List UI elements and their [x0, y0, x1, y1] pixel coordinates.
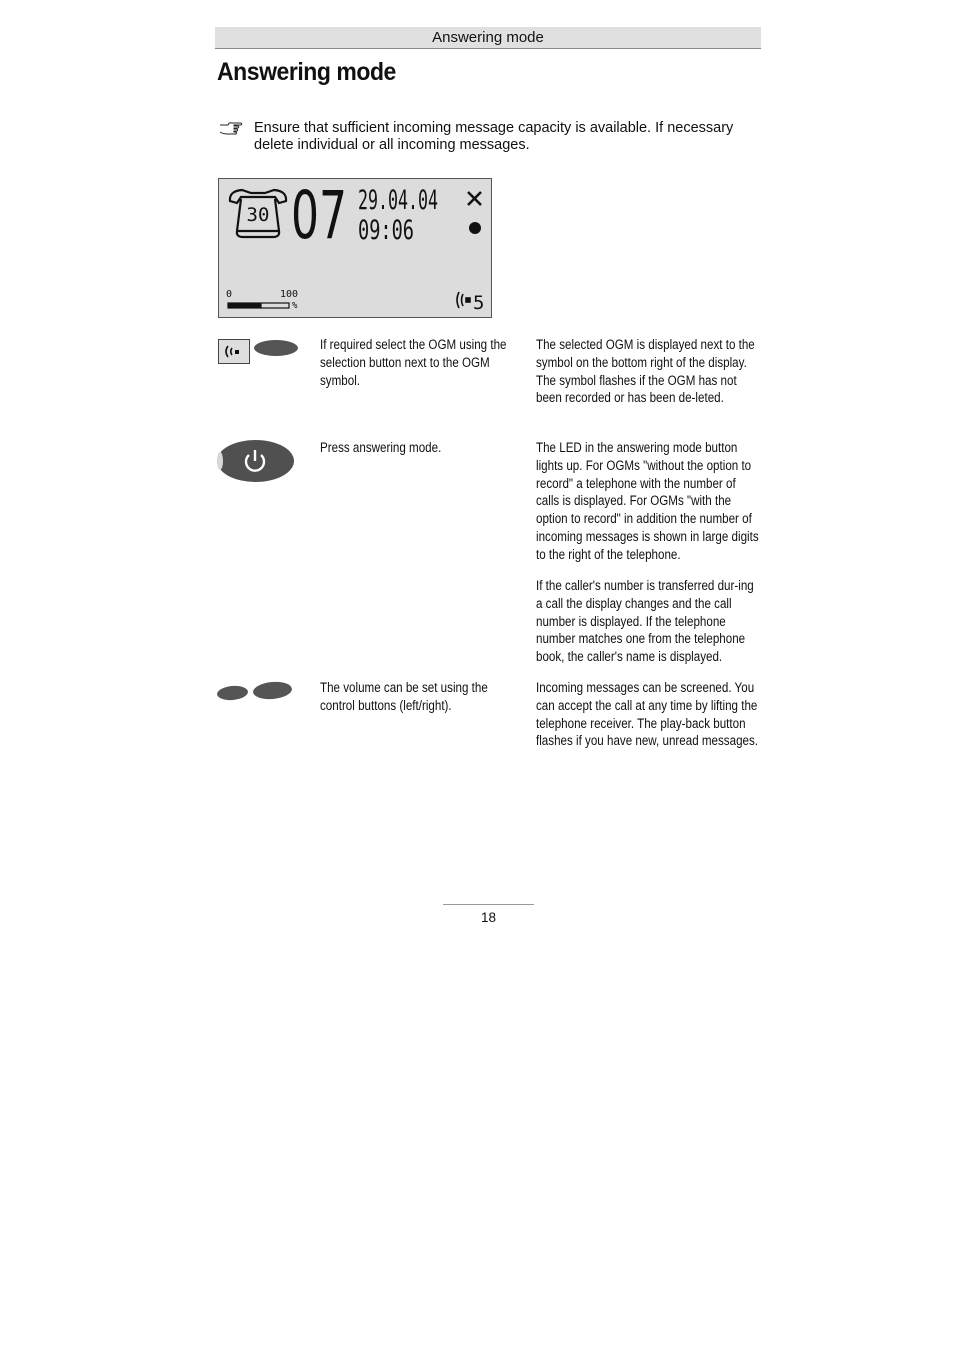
step-3-explanation: Incoming messages can be screened. You can accept the call at any time by lifting the telephone receiver. The play-back button flashes if you have new, unread messages. — [536, 680, 759, 749]
page-title: Answering mode — [217, 58, 396, 86]
lcd-display — [218, 178, 492, 318]
pointing-hand-icon — [219, 119, 243, 135]
volume-unit-label: % — [292, 301, 298, 311]
ogm-symbol-key[interactable] — [218, 339, 250, 364]
step-3-instruction: The volume can be set using the control buttons (left/right). — [320, 680, 488, 713]
step-2-explanation-caller: If the caller's number is transferred dur-ing a call the display changes and the call number is displayed. If the telephone number matches one from the telephone book, the caller's name is displayed. — [536, 578, 754, 665]
note-text: Ensure that sufficient incoming message capacity is available. If necessary delete individual or all incoming messages. — [254, 120, 734, 153]
ogm-number: 5 — [473, 292, 485, 314]
answering-mode-button[interactable] — [217, 440, 294, 482]
ogm-select-button[interactable] — [254, 340, 298, 356]
power-icon — [241, 447, 269, 475]
display-time: 09:06 — [358, 215, 414, 246]
volume-bar-fill — [228, 303, 262, 308]
message-count: 07 — [291, 179, 347, 254]
volume-min-label: 0 — [226, 289, 233, 300]
step-1-explanation: The selected OGM is displayed next to the symbol on the bottom right of the display. The symbol flashes if the OGM has not been recorded or has been de-leted. — [536, 337, 755, 406]
phone-icon-number: 30 — [246, 204, 270, 226]
dot-icon — [469, 222, 481, 234]
step-1-instruction: If required select the OGM using the selection button next to the OGM symbol. — [320, 337, 507, 388]
volume-max-label: 100 — [280, 289, 299, 300]
ogm-icon — [457, 292, 470, 308]
step-2-explanation: The LED in the answering mode button lights up. For OGMs "without the option to record" a telephone with the number of calls is displayed. For OGMs "with the option to record" in addition the number of incoming messages is shown in large digits to the right of the telephone. — [536, 440, 759, 562]
ogm-icon — [219, 340, 249, 363]
footer-rule — [443, 904, 534, 905]
page-number: 18 — [480, 910, 497, 925]
display-date: 29.04.04 — [358, 185, 438, 216]
led-indicator — [217, 452, 223, 470]
step-2-instruction: Press answering mode. — [320, 440, 442, 455]
volume-left-button[interactable] — [216, 685, 248, 702]
close-icon — [468, 192, 481, 205]
running-header: Answering mode — [215, 27, 761, 49]
volume-right-button[interactable] — [252, 680, 292, 700]
